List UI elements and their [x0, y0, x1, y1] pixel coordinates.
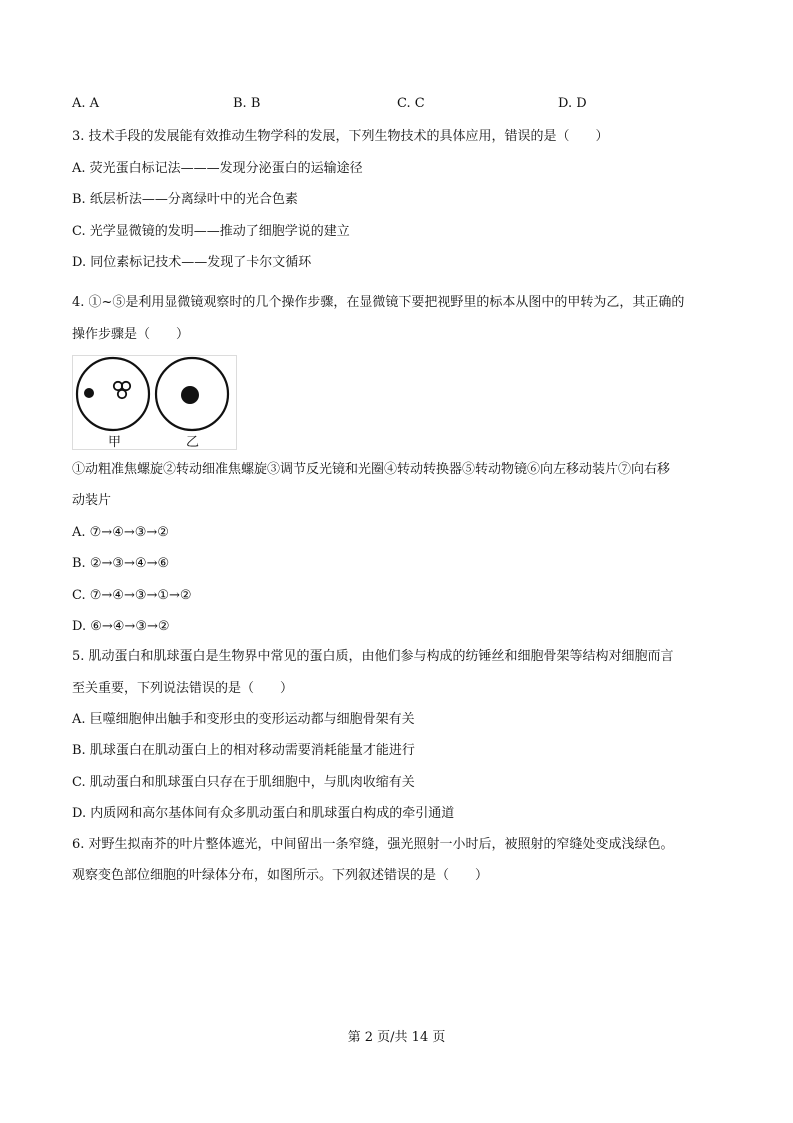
q5-option-a: A. 巨噬细胞伸出触手和变形虫的变形运动都与细胞骨架有关 — [72, 712, 415, 727]
q4-steps-line2: 动装片 — [72, 493, 112, 508]
q2-option-b: B. B — [233, 96, 261, 111]
figure-label-yi: 乙 — [186, 435, 200, 450]
q4-stem-line2: 操作步骤是（ ） — [72, 327, 190, 342]
q2-option-a: A. A — [72, 96, 100, 111]
q5-option-c: C. 肌动蛋白和肌球蛋白只存在于肌细胞中，与肌肉收缩有关 — [72, 775, 415, 790]
q4-steps-line1: ①动粗准焦螺旋②转动细准焦螺旋③调节反光镜和光圈④转动转换器⑤转动物镜⑥向左移动装片⑦向右移 — [72, 462, 671, 477]
q2-option-d: D. D — [558, 96, 587, 111]
q4-option-a: A. ⑦→④→③→② — [72, 525, 169, 540]
microscope-field-svg — [72, 355, 237, 450]
q5-option-b: B. 肌球蛋白在肌动蛋白上的相对移动需要消耗能量才能进行 — [72, 743, 415, 758]
q3-option-c: C. 光学显微镜的发明——推动了细胞学说的建立 — [72, 224, 350, 239]
page-number-footer: 第 2 页/共 14 页 — [347, 1030, 446, 1045]
q5-stem-line1: 5. 肌动蛋白和肌球蛋白是生物界中常见的蛋白质，由他们参与构成的纺锤丝和细胞骨架等结构对细胞而言 — [72, 649, 674, 664]
q4-option-d: D. ⑥→④→③→② — [72, 619, 170, 634]
jia-small-cell-3 — [118, 390, 126, 398]
q5-option-d: D. 内质网和高尔基体间有众多肌动蛋白和肌球蛋白构成的牵引通道 — [72, 806, 455, 821]
q6-stem-line1: 6. 对野生拟南芥的叶片整体遮光，中间留出一条窄缝，强光照射一小时后，被照射的窄缝处变成浅绿色。 — [72, 837, 674, 852]
jia-dark-cell — [84, 388, 94, 398]
microscope-field-figure — [72, 355, 237, 450]
q5-stem-line2: 至关重要，下列说法错误的是（ ） — [72, 681, 294, 696]
q4-option-c: C. ⑦→④→③→①→② — [72, 588, 192, 603]
figure-border — [73, 356, 237, 450]
q4-stem-line1: 4. ①~⑤是利用显微镜观察时的几个操作步骤，在显微镜下要把视野里的标本从图中的甲转为乙，其正确的 — [72, 295, 685, 310]
q3-option-d: D. 同位素标记技术——发现了卡尔文循环 — [72, 255, 312, 270]
q6-stem-line2: 观察变色部位细胞的叶绿体分布，如图所示。下列叙述错误的是（ ） — [72, 868, 489, 883]
q3-stem: 3. 技术手段的发展能有效推动生物学科的发展，下列生物技术的具体应用，错误的是（ ） — [72, 129, 609, 144]
yi-dark-cell — [181, 386, 199, 404]
q2-options — [72, 96, 732, 114]
q2-option-c: C. C — [397, 96, 425, 111]
q4-option-b: B. ②→③→④→⑥ — [72, 556, 170, 571]
figure-label-jia: 甲 — [108, 435, 122, 450]
q3-option-b: B. 纸层析法——分离绿叶中的光合色素 — [72, 192, 298, 207]
q3-option-a: A. 荧光蛋白标记法———发现分泌蛋白的运输途径 — [72, 161, 363, 176]
